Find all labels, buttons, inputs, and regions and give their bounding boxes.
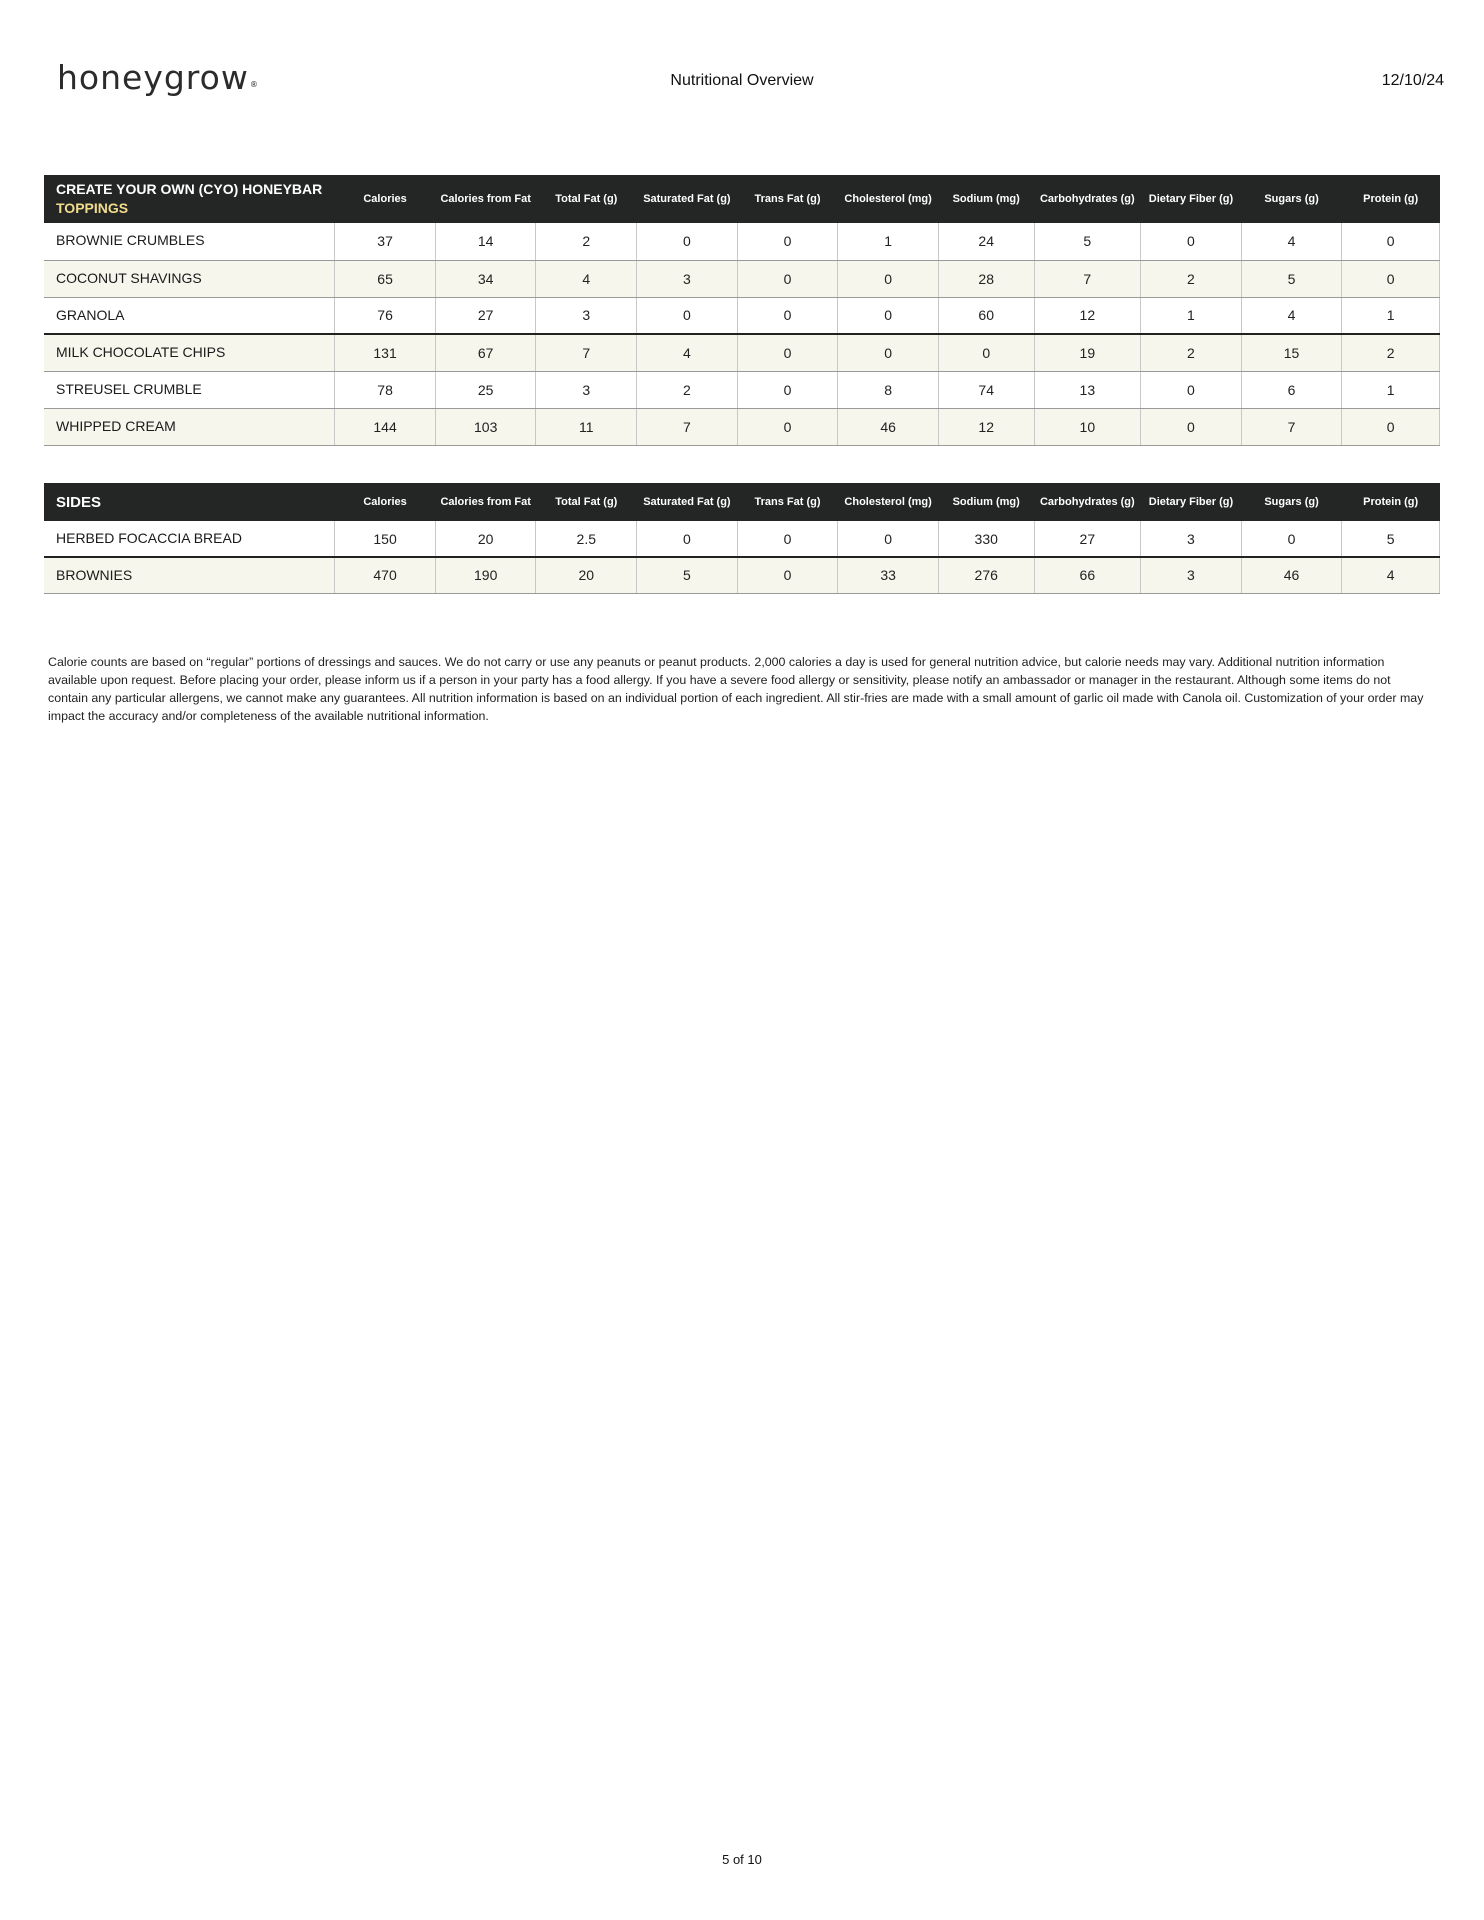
column-header: Cholesterol (mg) [838,483,939,521]
cell-value: 3 [536,297,637,334]
cell-value: 27 [1034,521,1141,557]
cell-value: 20 [536,557,637,593]
cell-value: 0 [1342,408,1440,445]
column-header: Protein (g) [1342,175,1440,223]
cell-value: 6 [1241,371,1342,408]
table-header-row [44,175,1440,223]
column-header: Saturated Fat (g) [637,483,738,521]
cell-value: 2 [1141,334,1242,371]
column-header: Cholesterol (mg) [838,175,939,223]
cell-value: 0 [1342,260,1440,297]
column-header: Sugars (g) [1241,175,1342,223]
cell-value: 13 [1034,371,1141,408]
column-header: Calories from Fat [435,175,536,223]
cell-value: 34 [435,260,536,297]
cell-value: 1 [838,223,939,260]
cell-value: 0 [737,521,838,557]
column-header: Total Fat (g) [536,483,637,521]
column-header: Dietary Fiber (g) [1141,483,1242,521]
cell-value: 3 [1141,557,1242,593]
item-name: HERBED FOCACCIA BREAD [44,521,335,557]
cell-value: 2 [536,223,637,260]
cell-value: 190 [435,557,536,593]
cell-value: 19 [1034,334,1141,371]
cell-value: 37 [335,223,436,260]
disclaimer-text: Calorie counts are based on “regular” portions of dressings and sauces. We do not carry or use any peanuts or peanut products. 2,000 calories a day is used for general nutrition advice, but calorie needs may vary. Additional nutrition information available upon request. Before placing your order, please inform us if a person in your party has a food allergy. If you have a severe food allergy or sensitivity, please notify an ambassador or manager in the restaurant. Although some items do not contain any particular allergens, we cannot make any guarantees. All nutrition information is based on an individual portion of each ingredient. All stir-fries are made with a small amount of garlic oil made with Canola oil. Customization of your order may impact the accuracy and/or completeness of the available nutritional information. [48,655,1424,724]
page-header [0,0,1484,110]
cell-value: 15 [1241,334,1342,371]
item-name: STREUSEL CRUMBLE [44,371,335,408]
cell-value: 276 [938,557,1034,593]
column-header: Trans Fat (g) [737,483,838,521]
column-header: Saturated Fat (g) [637,175,738,223]
cell-value: 2 [1342,334,1440,371]
cell-value: 144 [335,408,436,445]
column-header: Trans Fat (g) [737,175,838,223]
cell-value: 330 [938,521,1034,557]
cell-value: 7 [637,408,738,445]
cell-value: 103 [435,408,536,445]
cell-value: 470 [335,557,436,593]
cell-value: 1 [1342,297,1440,334]
cell-value: 0 [838,260,939,297]
table-row [44,223,1440,260]
cell-value: 78 [335,371,436,408]
cell-value: 0 [737,334,838,371]
cell-value: 8 [838,371,939,408]
section-subtitle: TOPPINGS [56,200,129,216]
table-row [44,297,1440,334]
brand-logo-text: honeygrow [57,58,249,97]
sides-table [44,483,1440,594]
table-row [44,371,1440,408]
cell-value: 0 [1141,371,1242,408]
cell-value: 0 [737,408,838,445]
column-header: Carbohydrates (g) [1034,175,1141,223]
cell-value: 0 [637,223,738,260]
table-row [44,334,1440,371]
cell-value: 5 [1342,521,1440,557]
item-name: BROWNIE CRUMBLES [44,223,335,260]
column-header: Calories from Fat [435,483,536,521]
cell-value: 28 [938,260,1034,297]
cell-value: 131 [335,334,436,371]
cell-value: 4 [536,260,637,297]
cell-value: 20 [435,521,536,557]
cell-value: 0 [737,371,838,408]
cell-value: 65 [335,260,436,297]
document-date: 12/10/24 [1381,72,1444,89]
section-title [44,175,335,223]
cell-value: 150 [335,521,436,557]
cell-value: 0 [737,223,838,260]
item-name: BROWNIES [44,557,335,593]
cell-value: 0 [1342,223,1440,260]
table-header-row [44,483,1440,521]
cell-value: 0 [838,334,939,371]
item-name: COCONUT SHAVINGS [44,260,335,297]
cell-value: 5 [1241,260,1342,297]
cell-value: 12 [938,408,1034,445]
cell-value: 0 [1141,223,1242,260]
cell-value: 0 [737,260,838,297]
cell-value: 27 [435,297,536,334]
cell-value: 5 [637,557,738,593]
section-title-text: CREATE YOUR OWN (CYO) HONEYBAR [56,181,323,197]
page-number: 5 of 10 [722,1852,762,1867]
item-name: MILK CHOCOLATE CHIPS [44,334,335,371]
cell-value: 0 [838,521,939,557]
table-row [44,408,1440,445]
column-header: Total Fat (g) [536,175,637,223]
column-header: Calories [335,483,436,521]
cell-value: 3 [637,260,738,297]
cell-value: 24 [938,223,1034,260]
item-name: GRANOLA [44,297,335,334]
cell-value: 4 [1241,223,1342,260]
cell-value: 46 [838,408,939,445]
item-name: WHIPPED CREAM [44,408,335,445]
cell-value: 1 [1342,371,1440,408]
cell-value: 12 [1034,297,1141,334]
cell-value: 33 [838,557,939,593]
cell-value: 10 [1034,408,1141,445]
cell-value: 25 [435,371,536,408]
cell-value: 0 [838,297,939,334]
column-header: Sodium (mg) [938,175,1034,223]
column-header: Calories [335,175,436,223]
cell-value: 1 [1141,297,1242,334]
cell-value: 2 [1141,260,1242,297]
column-header: Sugars (g) [1241,483,1342,521]
cell-value: 7 [536,334,637,371]
cell-value: 66 [1034,557,1141,593]
cell-value: 0 [737,297,838,334]
cell-value: 2 [637,371,738,408]
registered-mark: ® [249,80,259,89]
column-header: Dietary Fiber (g) [1141,175,1242,223]
toppings-table [44,175,1440,446]
cell-value: 11 [536,408,637,445]
section-title: SIDES [44,483,335,521]
cell-value: 60 [938,297,1034,334]
cell-value: 0 [938,334,1034,371]
cell-value: 46 [1241,557,1342,593]
cell-value: 7 [1034,260,1141,297]
cell-value: 2.5 [536,521,637,557]
table-row [44,521,1440,557]
cell-value: 0 [637,521,738,557]
table-row [44,260,1440,297]
cell-value: 0 [1141,408,1242,445]
column-header: Carbohydrates (g) [1034,483,1141,521]
table-row [44,557,1440,593]
cell-value: 5 [1034,223,1141,260]
column-header: Sodium (mg) [938,483,1034,521]
cell-value: 7 [1241,408,1342,445]
cell-value: 14 [435,223,536,260]
column-header: Protein (g) [1342,483,1440,521]
cell-value: 4 [637,334,738,371]
cell-value: 3 [1141,521,1242,557]
cell-value: 67 [435,334,536,371]
cell-value: 74 [938,371,1034,408]
cell-value: 76 [335,297,436,334]
cell-value: 0 [1241,521,1342,557]
cell-value: 3 [536,371,637,408]
cell-value: 0 [737,557,838,593]
cell-value: 4 [1342,557,1440,593]
document-title: Nutritional Overview [670,72,814,89]
cell-value: 4 [1241,297,1342,334]
cell-value: 0 [637,297,738,334]
